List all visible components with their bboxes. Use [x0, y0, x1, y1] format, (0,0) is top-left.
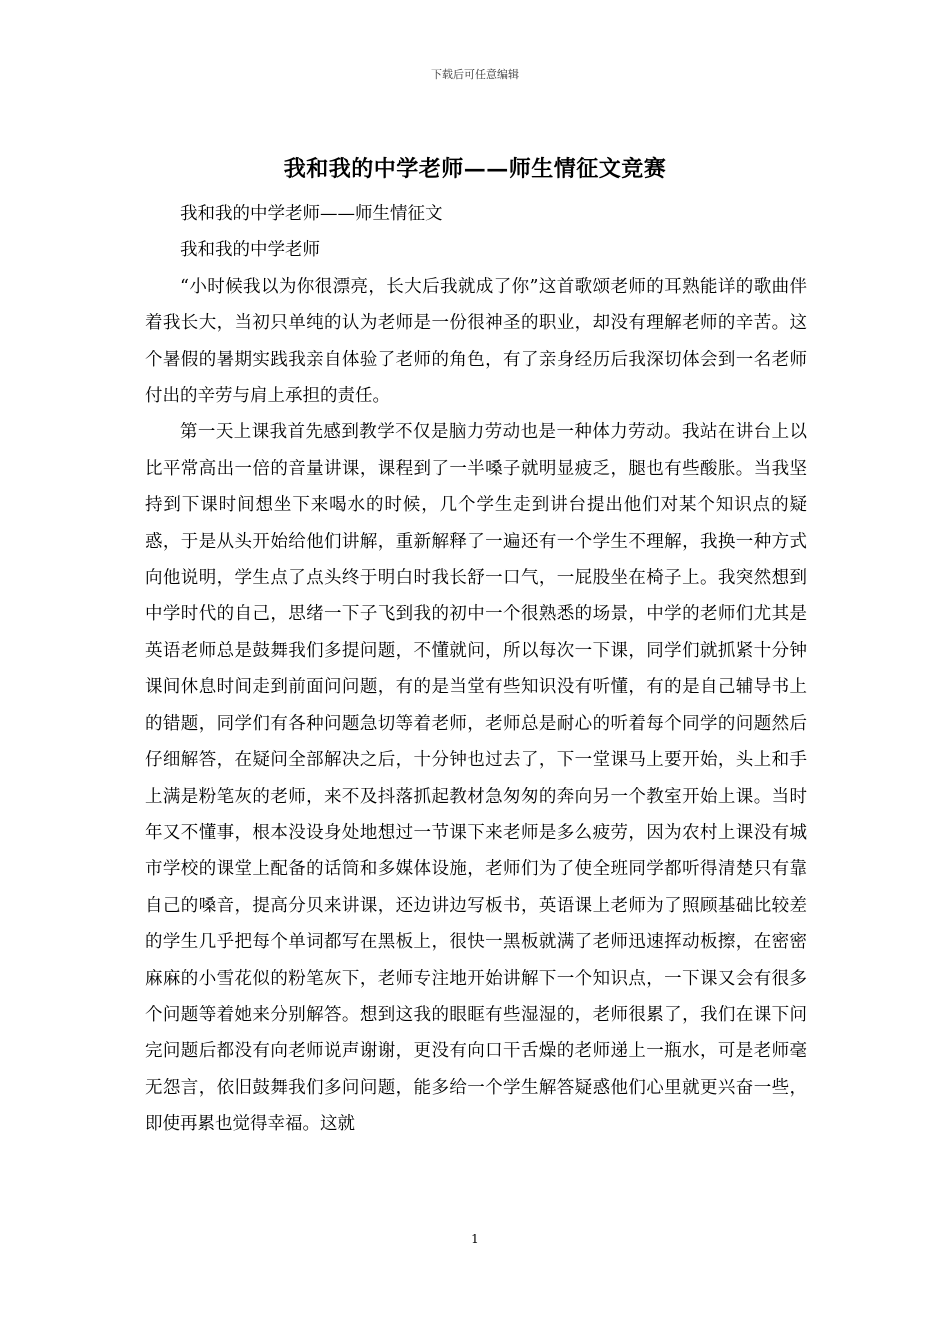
page-number: 1	[471, 1232, 479, 1246]
paragraph-intro: “小时候我以为你很漂亮，长大后我就成了你”这首歌颂老师的耳熟能详的歌曲伴着我长大，当初只单纯的认为老师是一份很神圣的职业，却没有理解老师的辛苦。这个暑假的暑期实践我亲自体验了老师的角色，有了亲身经历后我深切体会到一名老师付出的辛劳与肩上承担的责任。	[145, 276, 807, 407]
subtitle-line: 我和我的中学老师——师生情征文	[180, 204, 443, 224]
document-body	[145, 196, 807, 1143]
page-header-note: 下载后可任意编辑	[431, 68, 519, 81]
heading-line: 我和我的中学老师	[180, 240, 320, 261]
paragraph-first-day: 第一天上课我首先感到教学不仅是脑力劳动也是一种体力劳动。我站在讲台上以比平常高出一倍的音量讲课，课程到了一半嗓子就明显疲乏，腿也有些酸胀。当我坚持到下课时间想坐下来喝水的时候，几个学生走到讲台提出他们对某个知识点的疑惑，于是从头开始给他们讲解，重新解释了一遍还有一个学生不理解，我换一种方式向他说明，学生点了点头终于明白时我长舒一口气，一屁股坐在椅子上。我突然想到中学时代的自己，思绪一下子飞到我的初中一个很熟悉的场景，中学的老师们尤其是英语老师总是鼓舞我们多提问题，不懂就问，所以每次一下课，同学们就抓紧十分钟课间休息时间走到前面问问题，有的是当堂有些知识没有听懂，有的是自己辅导书上的错题，同学们有各种问题急切等着老师，老师总是耐心的听着每个同学的问题然后仔细解答，在疑问全部解决之后，十分钟也过去了，下一堂课马上要开始，头上和手上满是粉笔灰的老师，来不及抖落抓起教材急匆匆的奔向另一个教室开始上课。当时年又不懂事，根本没设身处地想过一节课下来老师是多么疲劳，因为农村上课没有城市学校的课堂上配备的话筒和多媒体设施，老师们为了使全班同学都听得清楚只有靠自己的嗓音，提高分贝来讲课，还边讲边写板书，英语课上老师为了照顾基础比较差的学生几乎把每个单词都写在黑板上，很快一黑板就满了老师迅速挥动板擦，在密密麻麻的小雪花似的粉笔灰下，老师专注地开始讲解下一个知识点，一下课又会有很多个问题等着她来分别解答。想到这我的眼眶有些湿湿的，老师很累了，我们在课下问完问题后都没有向老师说声谢谢，更没有向口干舌燥的老师递上一瓶水，可是老师毫无怨言，依旧鼓舞我们多问问题，能多给一个学生解答疑惑他们心里就更兴奋一些，即使再累也觉得幸福。这就	[145, 422, 807, 1135]
document-title: 我和我的中学老师——师生情征文竞赛	[283, 156, 667, 182]
